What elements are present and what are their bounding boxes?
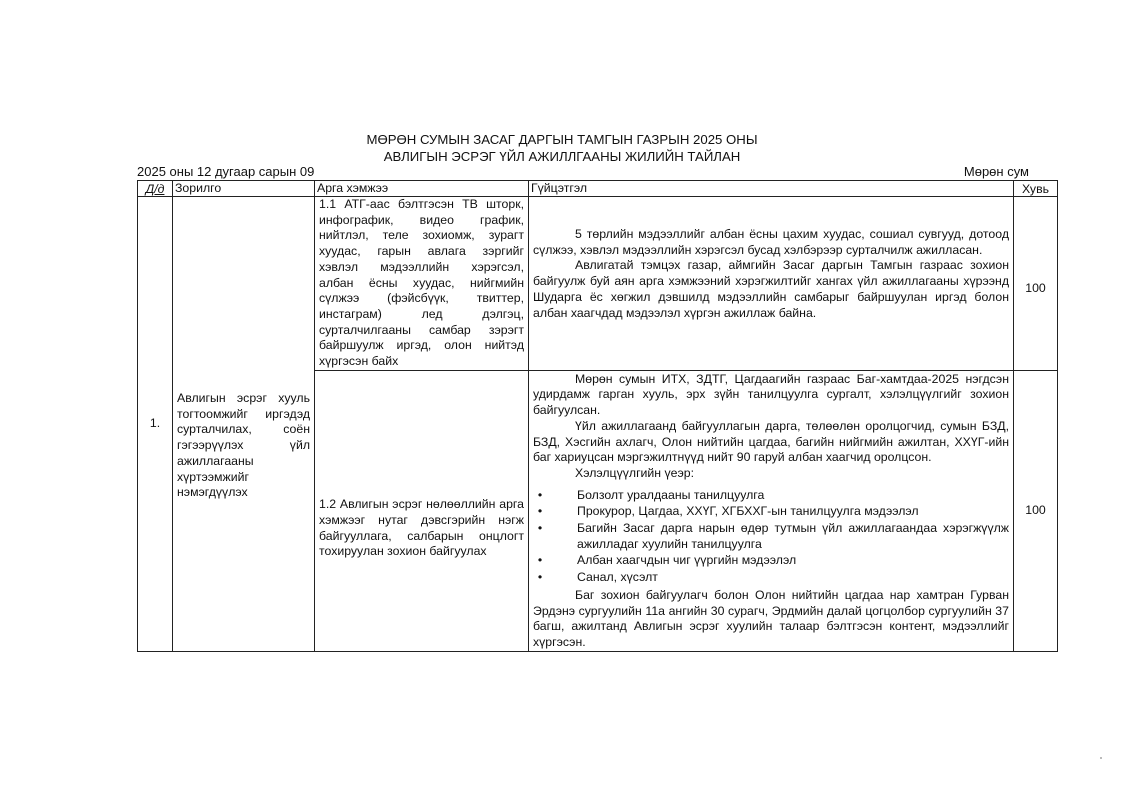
goal-text: Авлигын эсрэг хууль тогтоомжийг иргэдэд сурталчилах, соён гэгээрүүлэх үйл ажиллагааны хүртээмжийг нэмэгдүүлэх	[177, 391, 310, 500]
list-item: • Албан хаагчдын чиг үүргийн мэдээлэл	[577, 553, 1009, 569]
list-item: • Прокурор, Цагдаа, ХХҮГ, ХГБХХГ-ын танилцуулга мэдээлэл	[577, 504, 1009, 520]
percent-1-2: 100	[1014, 370, 1058, 651]
header-goal: Зорилго	[173, 181, 315, 197]
scan-artifact	[1100, 757, 1102, 759]
row-goal	[173, 197, 315, 652]
result-1-2-paragraph: Хэлэлцүүлгийн үеэр:	[575, 465, 695, 480]
result-1-1-paragraph: 5 төрлийн мэдээллийг албан ёсны цахим хуудас, сошиал сувгууд, дотоод сүлжээ, хэвлэл мэдээллийн хэрэгсэл бусад хэлбэрээр сурталчилж ажилласан.	[533, 227, 1009, 257]
result-1-2-paragraph: Үйл ажиллагаанд байгууллагын дарга, төлөөлөн оролцогчид, сумын БЗД, БЗД, Хэсгийн ахлагч, Олон нийтийн цагдаа, багийн нийгмийн ажилтан, ХХҮГ-ийн баг хариуцсан мэргэжилтнүүд нийт 90 гаруй албан хаагчид оролцсон.	[533, 418, 1009, 465]
header-percent: Хувь	[1014, 181, 1058, 197]
result-1-2-paragraph: Мөрөн сумын ИТХ, ЗДТГ, Цагдаагийн газраас Баг-хамтдаа-2025 нэгдсэн удирдамж гарган хууль, эрх зүйн танилцуулга сургалт, хэлэлцүүлгийг зохион байгуулсан.	[533, 371, 1009, 418]
row-number: 1.	[138, 197, 173, 652]
document-title	[0, 131, 1124, 165]
table-header-row	[138, 181, 1058, 197]
table-row	[138, 197, 1058, 371]
header-action: Арга хэмжээ	[315, 181, 529, 197]
percent-1-1: 100	[1014, 197, 1058, 371]
title-line-1: МӨРӨН СУМЫН ЗАСАГ ДАРГЫН ТАМГЫН ГАЗРЫН 2025 ОНЫ	[366, 132, 758, 147]
list-item: • Санал, хүсэлт	[577, 570, 1009, 586]
result-1-2	[529, 370, 1014, 651]
report-date: 2025 оны 12 дугаар сарын 09	[137, 164, 315, 179]
header-result: Гүйцэтгэл	[529, 181, 1014, 197]
result-1-1-paragraph: Авлигатай тэмцэх газар, аймгийн Засаг даргын Тамгын газраас зохион байгуулж буй аян арга хэмжээний хэрэгжилтийг хангах үйл ажиллагааны хүрээнд Шударга ёс хөгжил дэвшилд мэдээллийн самбарыг байршуулан иргэд болон албан хаагчдад мэдээлэл хүргэн ажиллаж байна.	[533, 258, 1009, 320]
report-table	[137, 180, 1058, 652]
result-1-1	[529, 197, 1014, 371]
report-location: Мөрөн сум	[963, 164, 1029, 179]
discussion-topics-list	[533, 488, 1009, 586]
result-1-2-closing: Баг зохион байгуулагч болон Олон нийтийн цагдаа нар хамтран Гурван Эрдэнэ сургуулийн 11а ангийн 30 сурагч, Эрдмийн далай цогцолбор сургуулийн 37 багш, ажилтанд Авлигын эсрэг хуулийн талаар бэлтгэсэн контент, мэдээллийг хүргэсэн.	[533, 587, 1009, 649]
action-1-2: 1.2 Авлигын эсрэг нөлөөллийн арга хэмжээг нутаг дэвсгэрийн нэгж байгууллага, салбарын онцлогт тохируулан зохион байгуулах	[315, 370, 529, 651]
list-item: • Багийн Засаг дарга нарын өдөр тутмын үйл ажиллагаандаа хэрэгжүүлж ажилладаг хуулийн танилцуулга	[577, 521, 1009, 552]
title-line-2: АВЛИГЫН ЭСРЭГ ҮЙЛ АЖИЛЛГААНЫ ЖИЛИЙН ТАЙЛАН	[383, 149, 741, 164]
list-item: • Болзолт уралдааны танилцуулга	[577, 488, 1009, 504]
action-1-1: 1.1 АТГ-аас бэлтгэсэн ТВ шторк, инфографик, видео график, нийтлэл, теле зохиомж, зурагт хуудас, гарын авлага зэргийг хэвлэл мэдээллийн хэрэгсэл, албан ёсны хуудас, нийгмийн сүлжээ (фэйсбүүк, твиттер, инстаграм) лед дэлгэц, сурталчилгааны самбар зэрэгт байршуулж иргэд, олон нийтэд хүргэсэн байх	[315, 197, 529, 371]
header-number: Д/д	[138, 181, 173, 197]
